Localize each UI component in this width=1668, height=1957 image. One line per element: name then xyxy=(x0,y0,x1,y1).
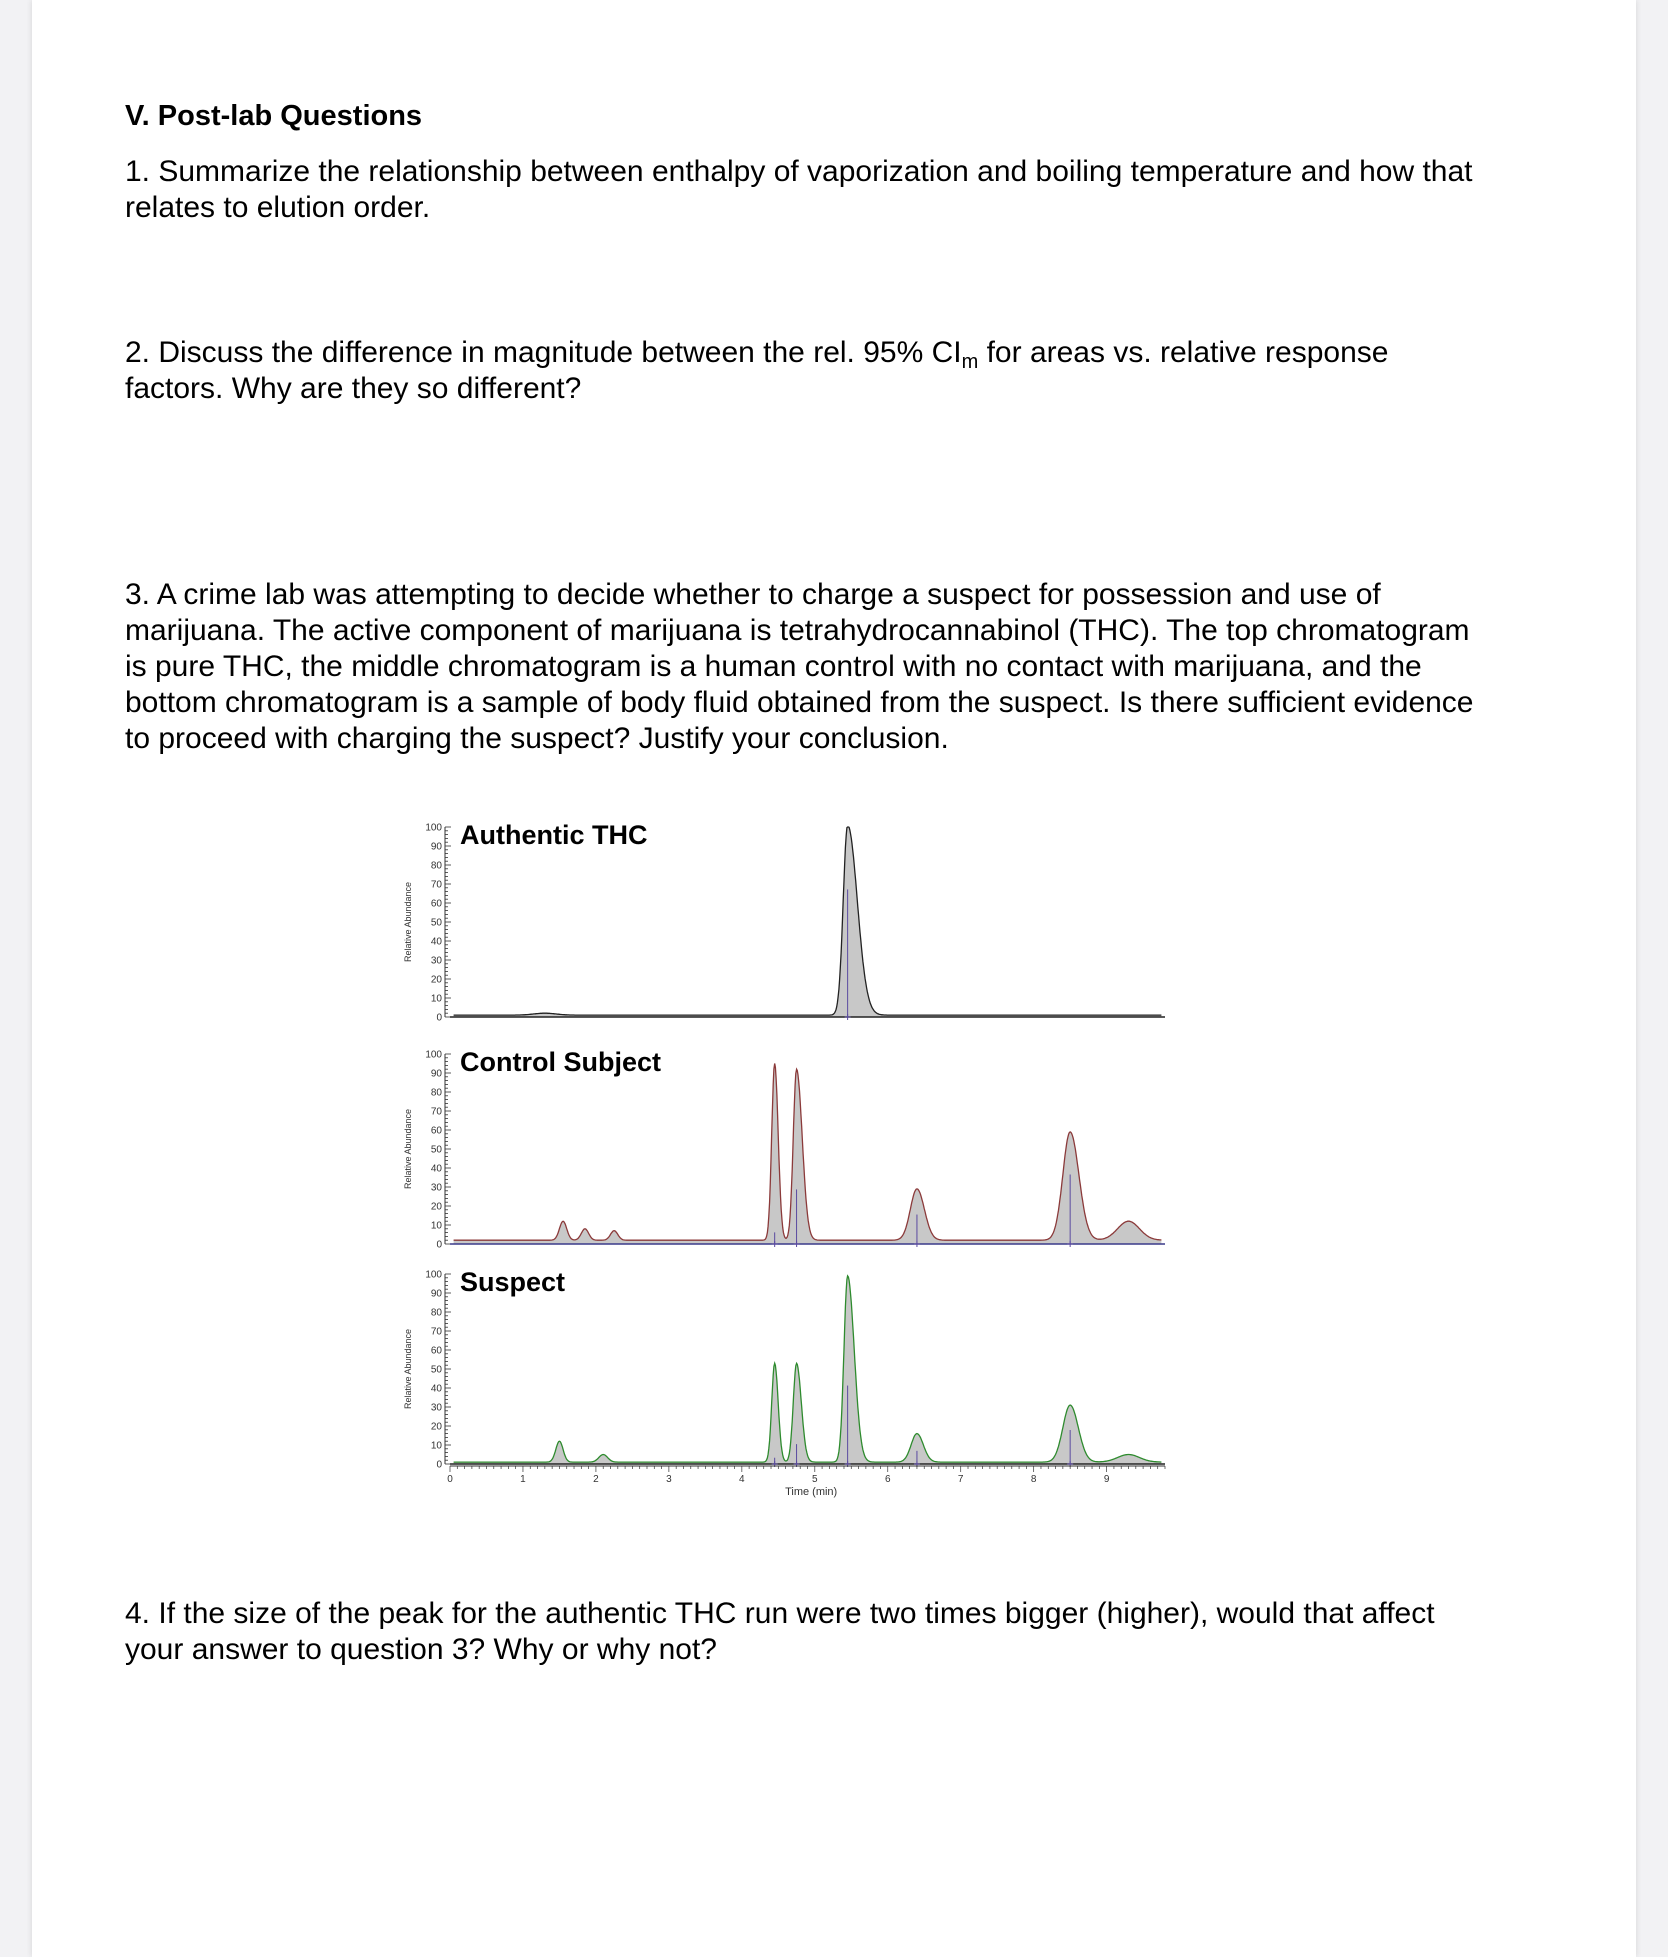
panel-title: Suspect xyxy=(460,1267,566,1297)
y-tick-label: 40 xyxy=(430,936,442,948)
y-tick-label: 10 xyxy=(430,1220,442,1232)
y-axis-label: Relative Abundance xyxy=(403,881,413,963)
y-tick-label: 60 xyxy=(430,898,442,910)
y-tick-label: 60 xyxy=(430,1345,442,1357)
y-tick-label: 10 xyxy=(430,993,442,1005)
y-tick-label: 30 xyxy=(430,1402,442,1414)
chromatogram-trace xyxy=(454,1064,1162,1241)
y-tick-label: 70 xyxy=(430,1326,442,1338)
y-axis-label: Relative Abundance xyxy=(403,1328,413,1410)
y-tick-label: 10 xyxy=(430,1440,442,1452)
y-tick-label: 0 xyxy=(436,1012,442,1024)
panel-title: Authentic THC xyxy=(460,820,648,850)
question-4: 4. If the size of the peak for the authentic THC run were two times bigger (higher), would that affect your answer to question 3? Why or why not? xyxy=(125,1597,1435,1666)
section-title: V. Post-lab Questions xyxy=(125,100,423,132)
y-tick-label: 80 xyxy=(430,1087,442,1099)
x-tick-label: 8 xyxy=(1030,1474,1037,1485)
x-tick-label: 1 xyxy=(520,1474,526,1485)
x-tick-label: 7 xyxy=(957,1474,964,1485)
y-tick-label: 20 xyxy=(430,974,442,986)
y-tick-label: 40 xyxy=(430,1163,442,1175)
question-1: 1. Summarize the relationship between enthalpy of vaporization and boiling temperature and how that relates to elution order. xyxy=(125,155,1473,224)
y-tick-label: 20 xyxy=(430,1421,442,1433)
x-tick-label: 2 xyxy=(593,1474,599,1485)
y-tick-label: 80 xyxy=(430,860,442,872)
question-2-subscript: m xyxy=(961,351,979,373)
question-2-text-a: 2. Discuss the difference in magnitude between the rel. 95% CI xyxy=(125,336,962,369)
y-tick-label: 30 xyxy=(430,1182,442,1194)
question-3: 3. A crime lab was attempting to decide whether to charge a suspect for possession and use of marijuana. The active component of marijuana is tetrahydrocannabinol (THC). The top chromatogram is pure THC, the middle chromatogram is a human control with no contact with marijuana, and the bottom chromatogram is a sample of body fluid obtained from the suspect. Is there sufficient evidence to proceed with charging the suspect? Justify your conclusion. xyxy=(125,578,1474,755)
y-tick-label: 90 xyxy=(430,1068,442,1080)
peak-area-fill xyxy=(454,827,1162,1017)
y-tick-label: 20 xyxy=(430,1201,442,1213)
question-2 xyxy=(125,335,1485,407)
y-tick-label: 0 xyxy=(436,1239,442,1251)
y-tick-label: 70 xyxy=(430,879,442,891)
peak-area-fill xyxy=(454,1276,1162,1464)
y-tick-label: 30 xyxy=(430,955,442,967)
x-tick-label: 3 xyxy=(666,1474,672,1485)
y-tick-label: 100 xyxy=(425,822,442,834)
y-tick-label: 80 xyxy=(430,1307,442,1319)
y-tick-label: 50 xyxy=(430,1144,442,1156)
y-tick-label: 60 xyxy=(430,1125,442,1137)
x-tick-label: 6 xyxy=(884,1474,891,1485)
y-tick-label: 100 xyxy=(425,1049,442,1061)
y-tick-label: 70 xyxy=(430,1106,442,1118)
x-axis-label: Time (min) xyxy=(785,1486,838,1498)
question-2-text-b: for areas vs. relative response factors. Why are they so different? xyxy=(125,336,1389,405)
y-tick-label: 90 xyxy=(430,841,442,853)
x-tick-label: 9 xyxy=(1103,1474,1110,1485)
panel-title: Control Subject xyxy=(460,1047,661,1077)
x-tick-label: 0 xyxy=(447,1474,453,1485)
y-tick-label: 90 xyxy=(430,1288,442,1300)
y-tick-label: 50 xyxy=(430,917,442,929)
y-axis-label: Relative Abundance xyxy=(403,1108,413,1190)
chromatogram-trace xyxy=(454,1276,1162,1462)
x-tick-label: 5 xyxy=(812,1474,818,1485)
y-tick-label: 50 xyxy=(430,1364,442,1376)
y-tick-label: 40 xyxy=(430,1383,442,1395)
y-tick-label: 0 xyxy=(436,1459,442,1471)
chromatogram-trace xyxy=(454,827,1162,1015)
y-tick-label: 100 xyxy=(425,1269,442,1281)
chromatogram-figure xyxy=(395,812,1175,1522)
x-tick-label: 4 xyxy=(739,1474,745,1485)
